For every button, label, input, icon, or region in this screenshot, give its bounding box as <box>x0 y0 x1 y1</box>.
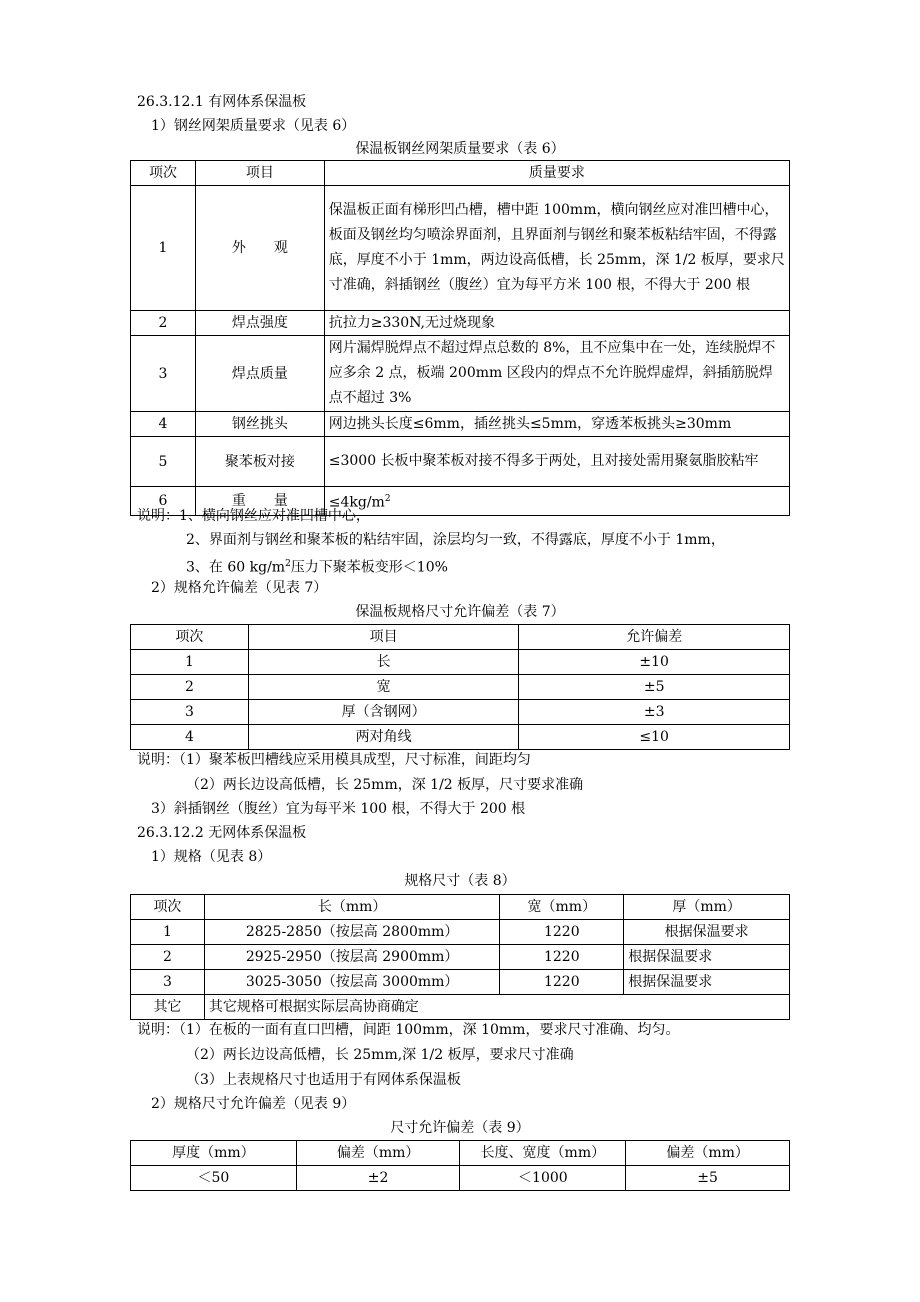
table-row <box>131 437 790 487</box>
table6-caption: 保温板钢丝网架质量要求（表 6） <box>355 141 565 157</box>
table-cell-no: 4 <box>131 412 196 437</box>
table-cell-item: 焊点质量 <box>195 336 324 412</box>
table-cell-item: 钢丝挑头 <box>195 412 324 437</box>
table-row <box>131 186 790 311</box>
subheading-diagonal-wire: 3）斜插钢丝（腹丝）宜为每平米 100 根，不得大于 200 根 <box>151 801 526 817</box>
table-header-row <box>131 161 790 186</box>
table9-dimension-tolerance <box>130 1140 790 1191</box>
note-text: 3、在 60 kg/m <box>186 559 286 576</box>
table8-specification <box>130 894 790 1020</box>
note-line: （2）两长边设高低槽，长 25mm,深 1/2 板厚，要求尺寸准确 <box>186 1047 574 1063</box>
table-cell: ＜50 <box>131 1166 297 1191</box>
table-cell-no: 1 <box>131 920 205 945</box>
table-cell-item: 重 量 <box>195 487 324 516</box>
table-cell-no: 3 <box>131 700 249 725</box>
note-line: 说明：（1）聚苯板凹槽线应采用模具成型，尺寸标准，间距均匀 <box>137 752 531 768</box>
note-line: 说明：1、横向钢丝应对准凹槽中心， <box>137 508 370 524</box>
table-header-cell: 偏差（mm） <box>626 1141 790 1166</box>
table-cell-requirement <box>324 487 789 516</box>
table-cell-thickness: 根据保温要求 <box>624 945 790 970</box>
table-cell-no: 2 <box>131 675 249 700</box>
table-row <box>131 970 790 995</box>
table-row <box>131 675 790 700</box>
subheading-specification: 1）规格（见表 8） <box>151 849 272 865</box>
table-cell-requirement: 保温板正面有梯形凹凸槽，槽中距 100mm，横向钢丝应对准凹槽中心，板面及钢丝均匀喷涂界面剂，且界面剂与钢丝和聚苯板粘结牢固，不得露底，厚度不小于 1mm，两边设高低槽，长 25mm，深 1/2 板厚，要求尺寸准确，斜插钢丝（腹丝）宜为每平方米 100 根，不得大于 200 根 <box>324 186 789 311</box>
table-row <box>131 725 790 750</box>
table-row <box>131 311 790 336</box>
note-line: （3）上表规格尺寸也适用于有网体系保温板 <box>186 1072 461 1088</box>
table-cell-item: 焊点强度 <box>195 311 324 336</box>
table6-wire-mesh-quality <box>130 160 790 516</box>
table-cell-width: 1220 <box>500 945 624 970</box>
table-cell-no: 1 <box>131 186 196 311</box>
table-cell-tolerance: ±10 <box>519 650 790 675</box>
table-cell-item: 厚（含钢网） <box>248 700 519 725</box>
table-cell-requirement: 抗拉力≥330N,无过烧现象 <box>324 311 789 336</box>
table-header-row <box>131 1141 790 1166</box>
table-cell-no: 5 <box>131 437 196 487</box>
table-cell: ±2 <box>296 1166 460 1191</box>
table-cell-item: 外 观 <box>195 186 324 311</box>
subheading-wire-mesh-quality: 1）钢丝网架质量要求（见表 6） <box>151 118 356 134</box>
table9-caption: 尺寸允许偏差（表 9） <box>390 1120 530 1136</box>
table-cell-no: 3 <box>131 970 205 995</box>
table-cell-tolerance: ±3 <box>519 700 790 725</box>
table-cell-no: 2 <box>131 945 205 970</box>
table-cell-no: 1 <box>131 650 249 675</box>
table-cell-length: 2925-2950（按层高 2900mm） <box>204 945 500 970</box>
table-cell-requirement: ≤3000 长板中聚苯板对接不得多于两处，且对接处需用聚氨脂胶粘牢 <box>324 437 789 487</box>
table7-size-tolerance <box>130 624 790 750</box>
table-cell-other-text: 其它规格可根据实际层高协商确定 <box>204 995 789 1020</box>
note-line: （2）两长边设高低槽，长 25mm，深 1/2 板厚，尺寸要求准确 <box>186 777 584 793</box>
table-header-cell: 质量要求 <box>324 161 789 186</box>
table-cell-requirement: 网片漏焊脱焊点不超过焊点总数的 8%，且不应集中在一处，连续脱焊不应多余 2 点，板端 200mm 区段内的焊点不允许脱焊虚焊，斜插筋脱焊点不超过 3% <box>324 336 789 412</box>
table-cell-other-label: 其它 <box>131 995 205 1020</box>
table-header-cell: 厚（mm） <box>624 895 790 920</box>
table-row <box>131 700 790 725</box>
superscript: 2 <box>384 494 391 504</box>
table7-caption: 保温板规格尺寸允许偏差（表 7） <box>355 604 565 620</box>
table-header-cell: 允许偏差 <box>519 625 790 650</box>
table-cell-width: 1220 <box>500 970 624 995</box>
table-row <box>131 1166 790 1191</box>
table-header-cell: 项次 <box>131 895 205 920</box>
subheading-size-tolerance: 2）规格尺寸允许偏差（见表 9） <box>151 1096 356 1112</box>
table-header-cell: 长度、宽度（mm） <box>460 1141 626 1166</box>
table-cell-item: 聚苯板对接 <box>195 437 324 487</box>
table-header-cell: 偏差（mm） <box>296 1141 460 1166</box>
table-cell-length: 3025-3050（按层高 3000mm） <box>204 970 500 995</box>
table-cell-requirement: 网边挑头长度≤6mm，插丝挑头≤5mm，穿透苯板挑头≥30mm <box>324 412 789 437</box>
table-row <box>131 945 790 970</box>
table-cell-length: 2825-2850（按层高 2800mm） <box>204 920 500 945</box>
superscript: 2 <box>285 559 291 569</box>
subheading-tolerance: 2）规格允许偏差（见表 7） <box>151 580 328 596</box>
table-header-row <box>131 895 790 920</box>
table-cell-no: 2 <box>131 311 196 336</box>
table-header-row <box>131 625 790 650</box>
table-cell-no: 4 <box>131 725 249 750</box>
table-cell-thickness: 根据保温要求 <box>624 970 790 995</box>
table-row <box>131 412 790 437</box>
table-cell-no: 3 <box>131 336 196 412</box>
table-cell-item: 两对角线 <box>248 725 519 750</box>
table-row <box>131 920 790 945</box>
table-cell-width: 1220 <box>500 920 624 945</box>
table-cell: ±5 <box>626 1166 790 1191</box>
section-heading-26-3-12-1: 26.3.12.1 有网体系保温板 <box>137 94 307 110</box>
note-line <box>186 554 448 578</box>
table-cell: ＜1000 <box>460 1166 626 1191</box>
table-header-cell: 宽（mm） <box>500 895 624 920</box>
table-header-cell: 长（mm） <box>204 895 500 920</box>
table-header-cell: 厚度（mm） <box>131 1141 297 1166</box>
table-header-cell: 项目 <box>248 625 519 650</box>
table-row <box>131 995 790 1020</box>
weight-value: ≤4kg/m <box>328 494 385 511</box>
section-heading-26-3-12-2: 26.3.12.2 无网体系保温板 <box>137 825 307 841</box>
table-header-cell: 项次 <box>131 161 196 186</box>
table-cell-no: 6 <box>131 487 196 516</box>
note-line: 说明：（1）在板的一面有直口凹槽，间距 100mm，深 10mm，要求尺寸准确、均匀。 <box>137 1022 680 1038</box>
note-text: 压力下聚苯板变形＜10% <box>290 559 448 576</box>
table-cell-item: 长 <box>248 650 519 675</box>
table-header-cell: 项目 <box>195 161 324 186</box>
table-header-cell: 项次 <box>131 625 249 650</box>
table-cell-item: 宽 <box>248 675 519 700</box>
table-cell-tolerance: ≤10 <box>519 725 790 750</box>
table-row <box>131 650 790 675</box>
table-row <box>131 336 790 412</box>
table-cell-tolerance: ±5 <box>519 675 790 700</box>
table-cell-thickness: 根据保温要求 <box>624 920 790 945</box>
note-line: 2、界面剂与钢丝和聚苯板的粘结牢固，涂层均匀一致，不得露底，厚度不小于 1mm， <box>186 532 725 548</box>
table8-caption: 规格尺寸（表 8） <box>404 873 516 889</box>
